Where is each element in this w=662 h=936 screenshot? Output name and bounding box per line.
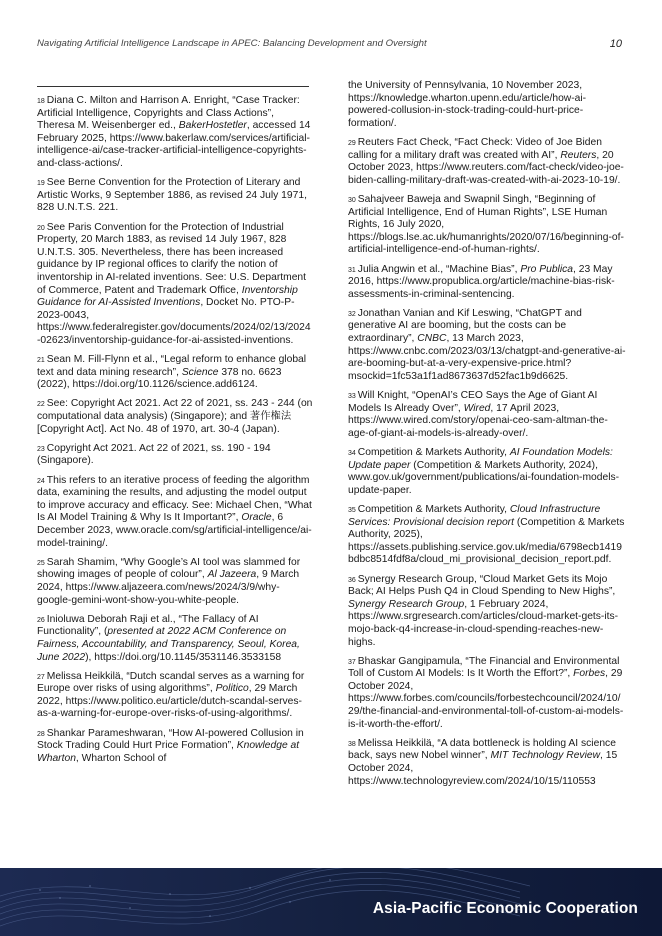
footnote-text: This refers to an iterative process of feeding the algorithm data, examining the results, and adjusting the model output to improve accuracy and efficacy. See: Michael Chen, “What Is AI Model Training & Why Is It Important?”, <box>37 474 312 524</box>
footnote-continued <box>348 80 626 130</box>
footnote-20 <box>37 222 313 348</box>
footnote-text: Shankar Parameshwaran, “How AI-powered Collusion in Stock Trading Could Hurt Price Formation”, <box>37 727 304 752</box>
footnote-number: 32 <box>348 310 356 318</box>
footnote-italic-title: Science <box>181 366 219 378</box>
footnote-number: 34 <box>348 450 356 457</box>
footnote-italic-title: Cloud Infrastructure Services: Provisional decision report <box>348 503 601 528</box>
footnote-italic-title: Wired <box>463 402 491 414</box>
footnote-italic-title: Inventorship Guidance for AI-Assisted Inventions <box>37 284 298 309</box>
footnote-26 <box>37 614 313 664</box>
footnote-italic-title: Knowledge at Wharton <box>37 740 300 764</box>
footnote-italic-title: Synergy Research Group <box>348 598 465 610</box>
footnote-19 <box>37 177 313 215</box>
footnote-number: 33 <box>348 393 356 401</box>
footnotes-left-column <box>37 95 313 772</box>
footnote-text: Synergy Research Group, “Cloud Market Gets its Mojo Back; AI Helps Push Q4 in Cloud Spending to New Highs”, <box>348 573 616 598</box>
footnote-36 <box>348 574 626 650</box>
footnote-text: Melissa Heikkilä, “A data bottleneck is holding AI science back, says new Nobel winner”, <box>348 737 616 762</box>
footnote-text: , 6 December 2023, www.oracle.com/sg/artificial-intelligence/ai-model-training/. <box>37 512 312 549</box>
footnote-28 <box>37 728 313 766</box>
page-number: 10 <box>609 38 622 50</box>
footnote-31 <box>348 264 626 302</box>
footnote-text: , 15 October 2024, https://www.technologyreview.com/2024/10/15/110553 <box>348 750 618 787</box>
footnote-text: Reuters Fact Check, “Fact Check: Video of Joe Biden calling for a military draft was created with AI”, <box>348 136 602 161</box>
footnote-text: Julia Angwin et al., “Machine Bias”, <box>357 263 521 275</box>
footnote-number: 24 <box>37 477 45 485</box>
footnote-text: Sarah Shamim, “Why Google’s AI tool was slammed for showing images of people of colour”, <box>37 556 301 581</box>
footnote-italic-title: Forbes <box>573 668 606 680</box>
footnote-text: , 1 February 2024, https://www.srgresearch.com/articles/cloud-market-gets-its-mojo-back-q4-increase-in-cloud-spending-reaches-new-highs. <box>348 598 619 648</box>
footnote-29 <box>348 137 626 187</box>
footnote-text: Sahajveer Baweja and Swapnil Singh, “Beginning of Artificial Intelligence, End of Human Rights”, LSE Human Rights, 16 July 2020, https://blogs.lse.ac.uk/humanrights/2020/07/16/beginning-of-artificial-intelligence-end-of-human-rights/. <box>348 193 624 256</box>
footnote-24 <box>37 475 313 551</box>
footnote-text: , 9 March 2024, https://www.aljazeera.com/news/2024/3/9/why-google-gemini-wont-show-you-white-people. <box>37 569 300 606</box>
footnote-18 <box>37 95 313 171</box>
footnote-number: 35 <box>348 506 356 514</box>
footnote-number: 25 <box>37 559 45 567</box>
footnote-number: 29 <box>348 139 356 147</box>
footnote-text: ), https://doi.org/10.1145/3531146.3533158 <box>85 651 282 663</box>
footnote-number: 30 <box>348 196 356 204</box>
footnote-38 <box>348 738 626 788</box>
footnote-30 <box>348 194 626 257</box>
footnote-italic-title: BakerHostetler <box>178 120 247 132</box>
footnote-number: 22 <box>37 401 45 409</box>
footnote-text: Competition & Markets Authority, <box>357 447 510 458</box>
footnote-text: Diana C. Milton and Harrison A. Enright, “Case Tracker: Artificial Intelligence, Copyrights and Class Actions”, Theresa M. Weisenberger ed., <box>37 95 300 132</box>
footnote-number: 18 <box>37 98 45 105</box>
footnote-text: Sean M. Fill-Flynn et al., “Legal reform to enhance global text and data mining research”, <box>37 354 307 378</box>
footnote-italic-title: Pro Publica <box>520 263 573 275</box>
footnote-number: 23 <box>37 445 45 453</box>
footer-banner <box>0 868 662 936</box>
footnote-italic-title: presented at 2022 ACM Conference on Fairness, Accountability, and Transparency, Seoul, Korea, June 2022 <box>37 626 300 663</box>
footnote-text: 378 no. 6623 (2022), https://doi.org/10.1126/science.add6124. <box>37 366 282 391</box>
footnote-text: , 20 October 2023, https://www.reuters.com/fact-check/video-joe-biden-calling-military-draft-was-created-with-ai-2023-10-19/. <box>348 149 624 186</box>
footnote-number: 38 <box>348 740 356 748</box>
footnote-text: See: Copyright Act 2021. Act 22 of 2021, ss. 243 - 244 (on computational data analysis) (Singapore); and 著作権法 [Copyright Act]. Act No. 48 of 1970, art. 30-4 (Japan). <box>37 398 313 435</box>
footnote-text: See Berne Convention for the Protection of Literary and Artistic Works, 9 September 1886, as revised 24 July 1971, 828 U.N.T.S. 221. <box>37 177 307 214</box>
footnote-number: 19 <box>37 180 45 188</box>
footnote-text: (Competition & Markets Authority, 2024), www.gov.uk/government/publications/ai-foundation-models-update-paper. <box>348 459 620 496</box>
footnote-text: , 29 March 2022, https://www.politico.eu/article/dutch-scandal-serves-as-a-warning-for-europe-over-risks-of-using-algorithms/. <box>37 683 302 720</box>
footnote-italic-title: Politico <box>215 683 249 695</box>
footnote-number: 36 <box>348 576 356 584</box>
footnote-text: (Competition & Markets Authority, 2025), https://assets.publishing.service.gov.uk/media/6798ecb1419bdbc8514fdf8a/cloud_mi_provisional_decision_report.pdf. <box>348 516 625 566</box>
footnote-number: 28 <box>37 730 45 738</box>
footnote-text: Copyright Act 2021. Act 22 of 2021, ss. 190 - 194 (Singapore). <box>37 442 271 467</box>
footnote-32 <box>348 308 626 384</box>
footnote-37 <box>348 656 626 732</box>
footnote-italic-title: Al Jazeera <box>207 569 257 581</box>
footnote-text: Jonathan Vanian and Kif Leswing, “ChatGPT and generative AI are booming, but the costs can be extraordinary”, <box>348 307 582 345</box>
footnote-27 <box>37 671 313 721</box>
footnote-text: , 23 May 2016, https://www.propublica.org/article/machine-bias-risk-assessments-in-criminal-sentencing. <box>348 263 615 300</box>
footnote-text: , 13 March 2023, https://www.cnbc.com/2023/03/13/chatgpt-and-generative-ai-are-booming-but-at-a-very-expensive-price.html?msockid=1fc53a1f1ad8673637d52fac1b9d6625. <box>348 333 626 382</box>
footnote-separator-rule <box>37 86 309 87</box>
footnote-text: , accessed 14 February 2025, https://www.bakerlaw.com/services/artificial-intelligence-ai/case-tracker-artificial-intelligence-copyrights-and-class-actions/. <box>37 120 311 169</box>
footnote-text: , Docket No. PTO-P-2023-0043, https://www.federalregister.gov/documents/2024/02/13/2024-02623/inventorship-guidance-for-ai-assisted-inventions. <box>37 297 311 346</box>
footnote-text: , Wharton School of <box>75 752 167 764</box>
footnote-number: 31 <box>348 266 356 274</box>
footnote-number: 37 <box>348 658 356 666</box>
footnote-italic-title: Reuters <box>560 149 597 161</box>
footnote-number: 26 <box>37 616 45 624</box>
footnote-text: the University of Pennsylvania, 10 November 2023, https://knowledge.wharton.upenn.edu/article/how-ai-powered-collusion-in-stock-trading-could-hurt-price-formation/. <box>348 80 587 129</box>
apec-brand-name: Asia-Pacific Economic Cooperation <box>372 900 638 917</box>
footnote-text: , 29 October 2024, https://www.forbes.com/councils/forbestechcouncil/2024/10/29/the-financial-and-environmental-toll-of-custom-ai-models-is-it-worth-the-effort/. <box>348 668 624 730</box>
footnote-text: Will Knight, “OpenAI’s CEO Says the Age of Giant AI Models Is Already Over”, <box>348 390 598 414</box>
footnote-21 <box>37 354 313 392</box>
footnote-text: Inioluwa Deborah Raji et al., “The Fallacy of AI Functionality”, ( <box>37 613 259 638</box>
footnote-italic-title: AI Foundation Models: Update paper <box>348 447 613 471</box>
footnote-italic-title: Oracle <box>241 512 272 524</box>
footnote-italic-title: CNBC <box>417 333 447 345</box>
footnote-text: , 17 April 2023, https://www.wired.com/story/openai-ceo-sam-altman-the-age-of-giant-ai-models-is-already-over/. <box>348 402 608 439</box>
footnote-23 <box>37 443 313 468</box>
footnote-33 <box>348 390 626 440</box>
footnote-25 <box>37 557 313 607</box>
footnote-italic-title: MIT Technology Review <box>490 750 601 762</box>
running-header-title: Navigating Artificial Intelligence Landscape in APEC: Balancing Development and Oversight <box>37 38 427 49</box>
footnote-number: 20 <box>37 224 45 232</box>
footnote-text: Bhaskar Gangipamula, “The Financial and Environmental Toll of Custom AI Models: Is It Worth the Effort?”, <box>348 655 620 680</box>
footnote-35 <box>348 504 626 567</box>
footnote-text: Melissa Heikkilä, “Dutch scandal serves as a warning for Europe over risks of using algorithms”, <box>37 670 305 695</box>
footnote-34 <box>348 447 626 497</box>
footnote-text: See Paris Convention for the Protection of Industrial Property, 20 March 1883, as revised 14 July 1967, 828 U.N.T.S. 305. Nevertheless, there has been increased guidance by IP regional offices to clarify the notion of inventorship in AI-related inventions. See: U.S. Department of Commerce, Patent and Trademark Office, <box>37 221 307 296</box>
footnote-number: 27 <box>37 673 45 681</box>
footnotes-right-column <box>348 80 626 795</box>
footnote-22 <box>37 398 313 436</box>
footnote-text: Competition & Markets Authority, <box>357 503 510 515</box>
footnote-number: 21 <box>37 357 45 365</box>
